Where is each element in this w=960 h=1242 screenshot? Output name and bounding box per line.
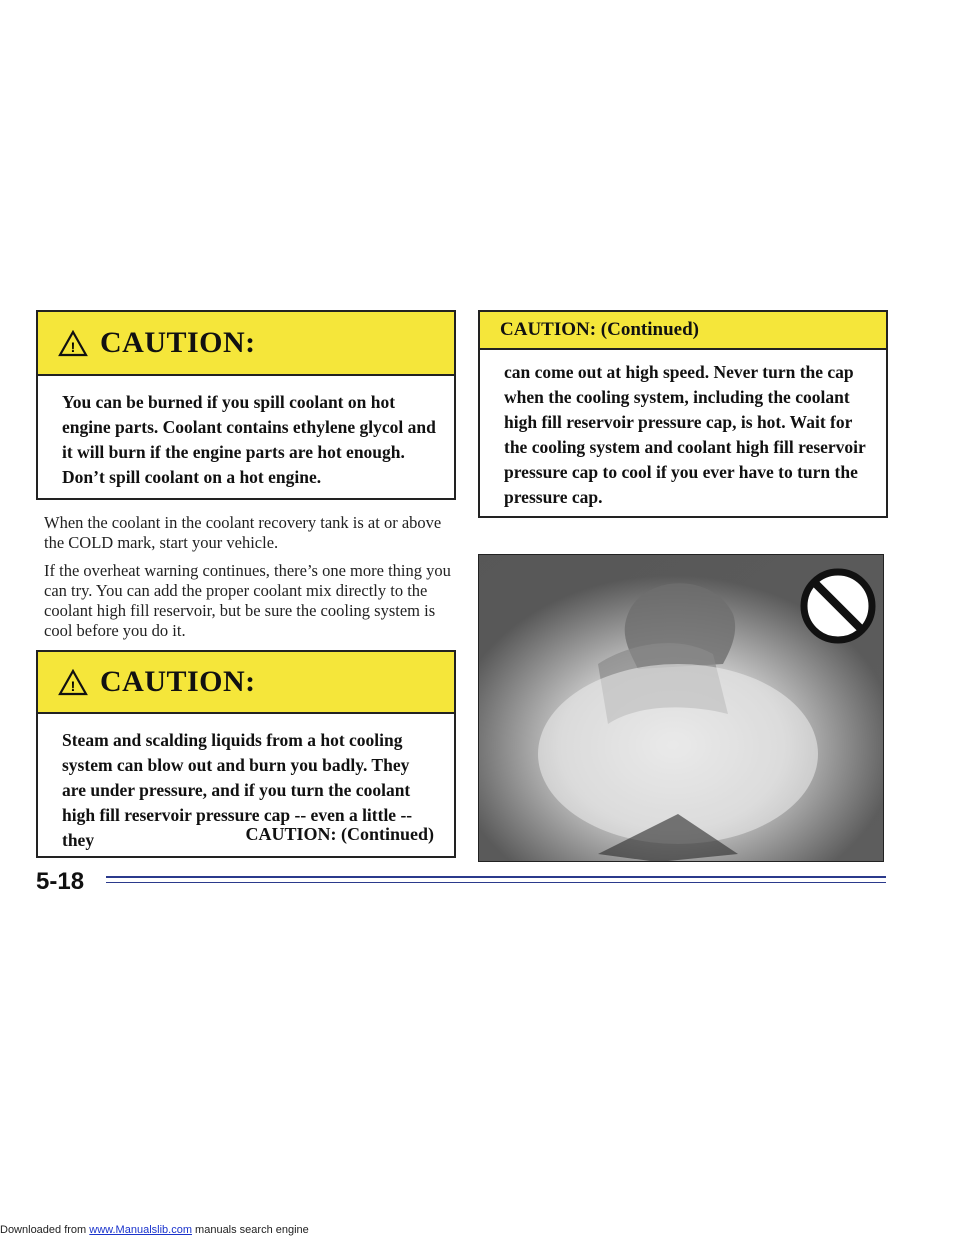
- paragraph-overheat: If the overheat warning continues, there’s one more thing you can try. You can add the proper coolant mix directly to the coolant high fill reservoir, but be sure the cooling system is cool before you do it.: [44, 561, 451, 640]
- warning-triangle-icon: [58, 669, 88, 696]
- manualslib-link[interactable]: www.Manualslib.com: [89, 1224, 192, 1236]
- svg-text:!: !: [70, 338, 76, 355]
- page-rule: [106, 882, 886, 883]
- warning-triangle-icon: [58, 330, 88, 357]
- caution-header: [38, 312, 454, 376]
- page-rule: [106, 876, 886, 878]
- caution-continued-label: CAUTION: (Continued): [245, 824, 434, 844]
- caution-text: Steam and scalding liquids from a hot cooling system can blow out and burn you badly. They are under pressure, and if you turn the coolant high fill reservoir pressure cap -- even a little -- they: [62, 730, 413, 850]
- caution-title: CAUTION: (Continued): [500, 319, 699, 340]
- caution-header: [480, 312, 886, 350]
- caution-box-3: [478, 310, 888, 518]
- svg-text:!: !: [70, 677, 76, 694]
- prohibited-icon: [804, 572, 872, 640]
- caution-box-2: [36, 650, 456, 858]
- caution-title: CAUTION:: [100, 326, 256, 359]
- steam-warning-photo: [478, 554, 884, 862]
- page-number: 5-18: [36, 868, 85, 895]
- caution-text: can come out at high speed. Never turn the cap when the cooling system, including the coolant high fill reservoir pressure cap, is hot. Wait for the cooling system and coolant high fill reservoir pressure cap to cool if you ever have to turn the pressure cap.: [504, 362, 866, 507]
- caution-text: You can be burned if you spill coolant on hot engine parts. Coolant contains ethylene glycol and it will burn if the engine parts are hot enough. Don’t spill coolant on a hot engine.: [62, 392, 436, 487]
- footer-prefix: Downloaded from: [0, 1224, 87, 1236]
- footer-suffix: manuals search engine: [195, 1224, 309, 1236]
- paragraph-cold-mark: When the coolant in the coolant recovery tank is at or above the COLD mark, start your vehicle.: [44, 513, 442, 552]
- caution-title: CAUTION:: [100, 665, 256, 698]
- download-footer: [0, 1224, 309, 1236]
- caution-header: [38, 652, 454, 714]
- caution-box-1: [36, 310, 456, 500]
